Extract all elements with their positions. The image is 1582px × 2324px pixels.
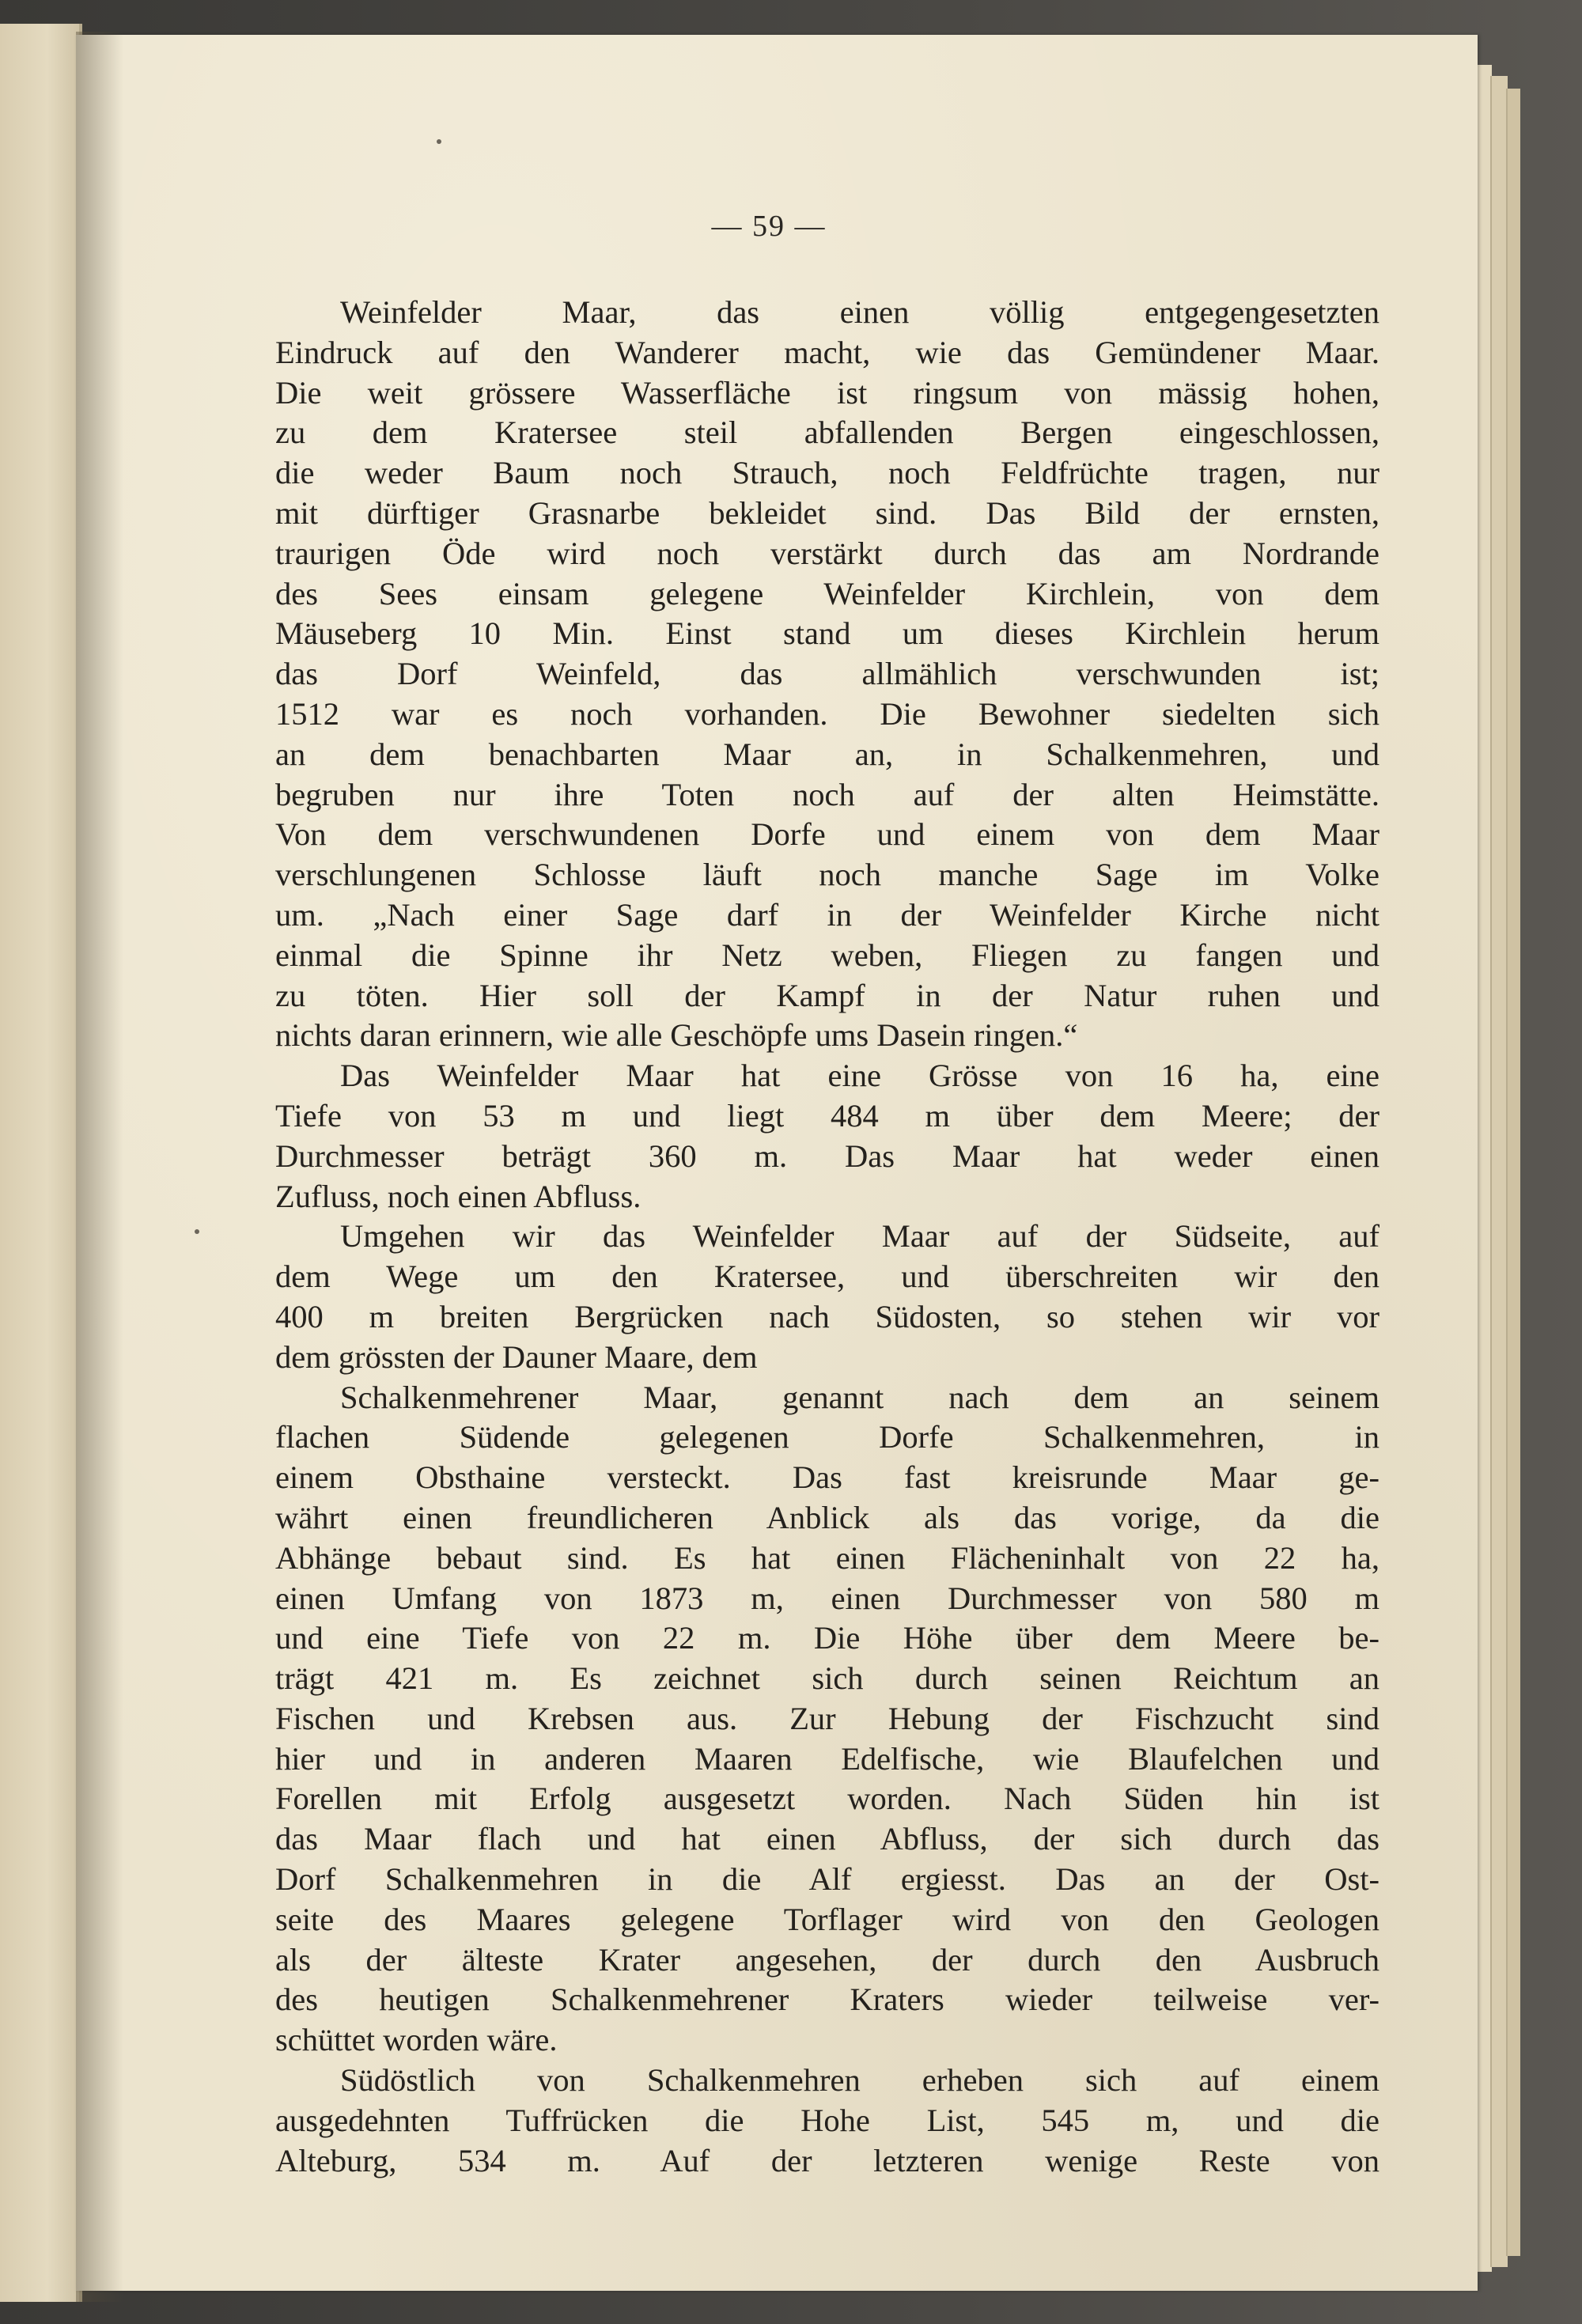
text-line: flachen Südende gelegenen Dorfe Schalkenmehren, in (275, 1419, 1380, 1455)
page-stack-edge (1506, 89, 1520, 2256)
text-line: Tiefe von 53 m und liegt 484 m über dem Meere; der (275, 1097, 1380, 1134)
text-line: und eine Tiefe von 22 m. Die Höhe über dem Meere be- (275, 1620, 1380, 1656)
text-line: des Sees einsam gelegene Weinfelder Kirchlein, von dem (275, 575, 1380, 611)
text-line: Das Weinfelder Maar hat eine Grösse von 16 ha, eine (340, 1058, 1380, 1094)
text-line: einmal die Spinne ihr Netz weben, Fliegen zu fangen und (275, 937, 1380, 973)
text-line: Südöstlich von Schalkenmehren erheben sich auf einem (340, 2062, 1380, 2099)
text-line: Weinfelder Maar, das einen völlig entgegengesetzten (340, 294, 1380, 330)
text-line: Eindruck auf den Wanderer macht, wie das Gemündener Maar. (275, 334, 1380, 370)
text-line: begruben nur ihre Toten noch auf der alten Heimstätte. (275, 776, 1380, 812)
text-line: die weder Baum noch Strauch, noch Feldfrüchte tragen, nur (275, 455, 1380, 491)
text-line: schüttet worden wäre. (275, 2022, 558, 2058)
text-line: Dorf Schalkenmehren in die Alf ergiesst. Das an der Ost- (275, 1861, 1380, 1898)
text-line: Fischen und Krebsen aus. Zur Hebung der Fischzucht sind (275, 1700, 1380, 1736)
page-number: — 59 — (711, 210, 827, 243)
text-line: Forellen mit Erfolg ausgesetzt worden. Nach Süden hin ist (275, 1781, 1380, 1817)
text-line: Alteburg, 534 m. Auf der letzteren wenige Reste von (275, 2142, 1380, 2178)
text-line: Durchmesser beträgt 360 m. Das Maar hat weder einen (275, 1137, 1380, 1174)
text-line: dem Wege um den Kratersee, und überschreiten wir den (275, 1259, 1380, 1295)
spine-shadow (76, 32, 123, 2302)
text-line: Zufluss, noch einen Abfluss. (275, 1178, 642, 1214)
text-line: einen Umfang von 1873 m, einen Durchmesser von 580 m (275, 1580, 1380, 1616)
text-line: als der älteste Krater angesehen, der durch den Ausbruch (275, 1941, 1380, 1978)
text-line: Abhänge bebaut sind. Es hat einen Flächeninhalt von 22 ha, (275, 1539, 1380, 1576)
text-line: an dem benachbarten Maar an, in Schalkenmehren, und (275, 736, 1380, 772)
paper-speck (195, 1229, 199, 1234)
text-line: einem Obsthaine versteckt. Das fast kreisrunde Maar ge- (275, 1459, 1380, 1496)
text-line: Die weit grössere Wasserfläche ist ringsum von mässig hohen, (275, 374, 1380, 411)
text-line: 400 m breiten Bergrücken nach Südosten, so stehen wir vor (275, 1298, 1380, 1334)
text-line: Mäuseberg 10 Min. Einst stand um dieses Kirchlein herum (275, 615, 1380, 652)
text-line: das Maar flach und hat einen Abfluss, der sich durch das (275, 1821, 1380, 1857)
text-line: Schalkenmehrener Maar, genannt nach dem an seinem (340, 1379, 1380, 1415)
text-line: dem grössten der Dauner Maare, dem (275, 1338, 758, 1375)
text-line: trägt 421 m. Es zeichnet sich durch seinen Reichtum an (275, 1660, 1380, 1697)
text-line: seite des Maares gelegene Torflager wird von den Geologen (275, 1901, 1380, 1937)
book-page (76, 35, 1478, 2291)
text-line: verschlungenen Schlosse läuft noch manche Sage im Volke (275, 857, 1380, 893)
text-line: währt einen freundlicheren Anblick als das vorige, da die (275, 1499, 1380, 1535)
text-line: Von dem verschwundenen Dorfe und einem von dem Maar (275, 816, 1380, 853)
text-line: um. „Nach einer Sage darf in der Weinfelder Kirche nicht (275, 896, 1380, 933)
page-stack-edge (1490, 76, 1508, 2267)
text-line: das Dorf Weinfeld, das allmählich verschwunden ist; (275, 656, 1380, 692)
facing-page-edge (0, 24, 82, 2302)
text-line: traurigen Öde wird noch verstärkt durch das am Nordrande (275, 535, 1380, 571)
text-line: Umgehen wir das Weinfelder Maar auf der Südseite, auf (340, 1218, 1380, 1255)
text-line: mit dürftiger Grasnarbe bekleidet sind. Das Bild der ernsten, (275, 494, 1380, 531)
body-text (275, 293, 1380, 2181)
text-line: ausgedehnten Tuffrücken die Hohe List, 545 m, und die (275, 2102, 1380, 2138)
text-line: nichts daran erinnern, wie alle Geschöpfe ums Dasein ringen.“ (275, 1017, 1078, 1054)
text-line: 1512 war es noch vorhanden. Die Bewohner siedelten sich (275, 695, 1380, 732)
text-line: des heutigen Schalkenmehrener Kraters wieder teilweise ver- (275, 1981, 1380, 2018)
text-line: zu töten. Hier soll der Kampf in der Natur ruhen und (275, 977, 1380, 1013)
text-line: hier und in anderen Maaren Edelfische, wie Blaufelchen und (275, 1740, 1380, 1777)
text-line: zu dem Kratersee steil abfallenden Bergen eingeschlossen, (275, 414, 1380, 451)
paper-speck (437, 139, 441, 144)
